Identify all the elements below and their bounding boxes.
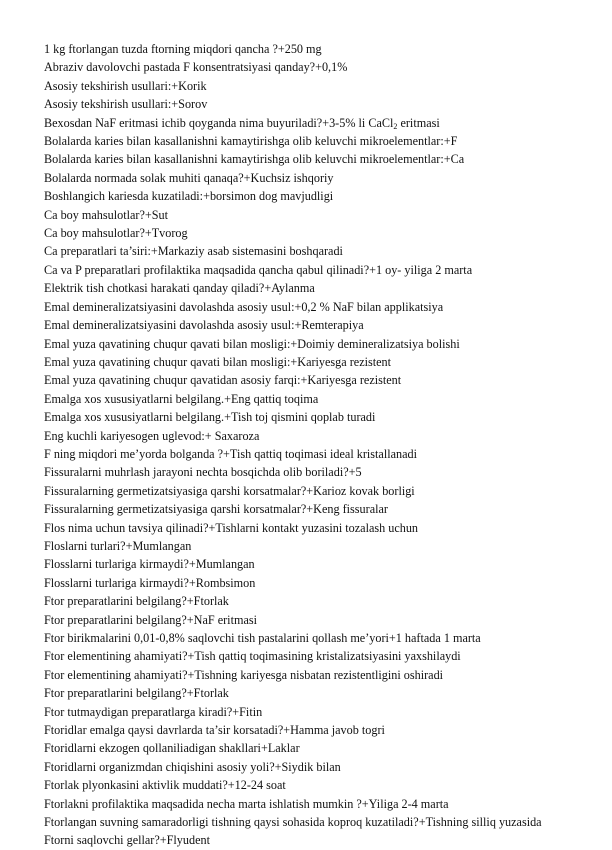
qa-line: Ftorlangan suvning samaradorligi tishning qaysi sohasida koproq kuzatiladi?+Tishning silliq yuzasida — [44, 815, 542, 830]
qa-line: Bolalarda karies bilan kasallanishni kamaytirishga olib keluvchi mikroelementlar:+Ca — [44, 152, 465, 167]
qa-line: Ca boy mahsulotlar?+Sut — [44, 207, 168, 222]
qa-line-text: Bexosdan NaF eritmasi ichib qoyganda nima buyuriladi?+3-5% li CaCl — [44, 115, 394, 130]
qa-line: Ftor elementining ahamiyati?+Tish qattiq toqimasining kristalizatsiyasini yaxshilaydi — [44, 649, 461, 664]
qa-line: Ca va P preparatlari profilaktika maqsadida qancha qabul qilinadi?+1 oy- yiliga 2 marta — [44, 262, 473, 277]
qa-line: Bolalarda karies bilan kasallanishni kamaytirishga olib keluvchi mikroelementlar:+F — [44, 134, 458, 149]
qa-line: Ftor birikmalarini 0,01-0,8% saqlovchi tish pastalarini qollash me’yori+1 haftada 1 marta — [44, 631, 481, 645]
qa-line: Ftorlak plyonkasini aktivlik muddati?+12-24 soat — [44, 778, 286, 793]
qa-line: Ftor preparatlarini belgilang?+NaF eritmasi — [44, 612, 257, 627]
qa-line: Ftorni saqlovchi gellar?+Flyudent — [44, 833, 210, 848]
qa-line: Ca boy mahsulotlar?+Tvorog — [44, 226, 188, 241]
qa-line: Fissuralarni muhrlash jarayoni nechta bosqichda olib boriladi?+5 — [44, 465, 362, 480]
qa-line: Boshlangich kariesda kuzatiladi:+borsimon dog mavjudligi — [44, 189, 334, 204]
qa-line: Elektrik tish chotkasi harakati qanday qiladi?+Aylanma — [44, 281, 315, 296]
qa-line: Ftoridlarni organizmdan chiqishini asosiy yoli?+Siydik bilan — [44, 759, 341, 774]
qa-line: Flosslarni turlariga kirmaydi?+Rombsimon — [44, 575, 256, 590]
qa-line — [44, 114, 596, 132]
qa-line: 1 kg ftorlangan tuzda ftorning miqdori qancha ?+250 mg — [44, 42, 322, 56]
chemical-subscript: 2 — [393, 121, 398, 131]
qa-line: Emalga xos xususiyatlarni belgilang.+Eng qattiq toqima — [44, 391, 319, 406]
qa-line: Flos nima uchun tavsiya qilinadi?+Tishlarni kontakt yuzasini tozalash uchun — [44, 520, 419, 535]
qa-line: Fissuralarning germetizatsiyasiga qarshi korsatmalar?+Karioz kovak borligi — [44, 483, 415, 498]
qa-line: Ftorlakni profilaktika maqsadida necha marta ishlatish mumkin ?+Yiliga 2-4 marta — [44, 796, 449, 811]
qa-line: Flosslarni turlariga kirmaydi?+Mumlangan — [44, 557, 255, 572]
document-page — [44, 40, 596, 850]
qa-line: Floslarni turlari?+Mumlangan — [44, 538, 192, 553]
qa-line: Ca preparatlari ta’siri:+Markaziy asab sistemasini boshqaradi — [44, 244, 343, 259]
qa-line: Eng kuchli kariyesogen uglevod:+ Saxaroza — [44, 428, 260, 443]
qa-line: Emalga xos xususiyatlarni belgilang.+Tish toj qismini qoplab turadi — [44, 410, 376, 425]
qa-line: F ning miqdori me’yorda bolganda ?+Tish qattiq toqimasi ideal kristallanadi — [44, 446, 418, 461]
qa-line: Abraziv davolovchi pastada F konsentratsiyasi qanday?+0,1% — [44, 60, 348, 75]
qa-line-suffix: eritmasi — [397, 115, 440, 130]
qa-line: Fissuralarning germetizatsiyasiga qarshi korsatmalar?+Keng fissuralar — [44, 502, 388, 517]
qa-line: Ftor tutmaydigan preparatlarga kiradi?+Fitin — [44, 704, 263, 719]
qa-line: Emal yuza qavatining chuqur qavati bilan mosligi:+Doimiy demineralizatsiya bolishi — [44, 336, 460, 351]
qa-line: Emal demineralizatsiyasini davolashda asosiy usul:+0,2 % NaF bilan applikatsiya — [44, 299, 444, 314]
qa-line: Ftor elementining ahamiyati?+Tishning kariyesga nisbatan rezistentligini oshiradi — [44, 667, 444, 682]
qa-line: Bolalarda normada solak muhiti qanaqa?+Kuchsiz ishqoriy — [44, 170, 334, 185]
qa-line: Emal yuza qavatining chuqur qavati bilan mosligi:+Kariyesga rezistent — [44, 354, 392, 369]
qa-line: Ftor preparatlarini belgilang?+Ftorlak — [44, 594, 229, 609]
qa-line: Asosiy tekshirish usullari:+Sorov — [44, 97, 208, 112]
qa-line: Ftoridlarni ekzogen qollaniliadigan shakllari+Laklar — [44, 741, 300, 756]
qa-line: Asosiy tekshirish usullari:+Korik — [44, 78, 207, 93]
qa-line: Emal yuza qavatining chuqur qavatidan asosiy farqi:+Kariyesga rezistent — [44, 373, 402, 388]
qa-line: Emal demineralizatsiyasini davolashda asosiy usul:+Remterapiya — [44, 318, 364, 333]
qa-line: Ftoridlar emalga qaysi davrlarda ta’sir korsatadi?+Hamma javob togri — [44, 723, 385, 738]
qa-line: Ftor preparatlarini belgilang?+Ftorlak — [44, 686, 229, 701]
